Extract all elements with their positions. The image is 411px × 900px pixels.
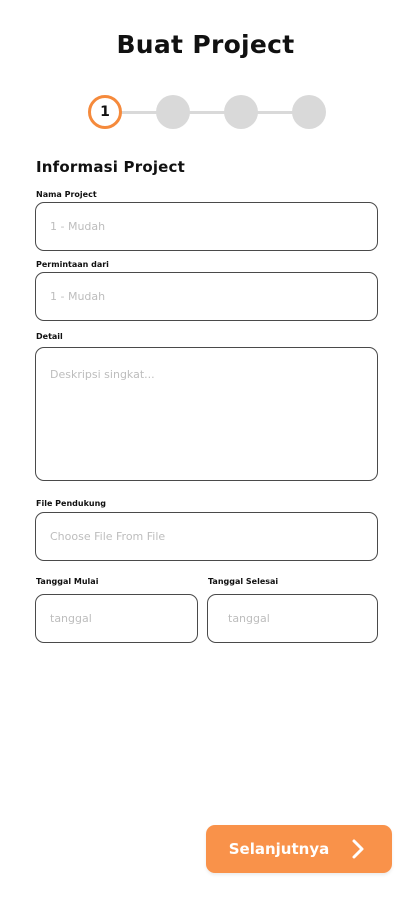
step-2-indicator	[156, 95, 190, 129]
tanggal-mulai-placeholder: tanggal	[50, 612, 92, 625]
chevron-right-icon	[347, 838, 369, 860]
tanggal-mulai-input[interactable]	[35, 594, 198, 643]
step-3-indicator	[224, 95, 258, 129]
nama-project-placeholder: 1 - Mudah	[50, 220, 106, 233]
next-button-label: Selanjutnya	[228, 840, 330, 858]
stepper-connector	[105, 111, 311, 114]
nama-project-label: Nama Project	[36, 190, 97, 199]
section-title: Informasi Project	[36, 158, 186, 176]
tanggal-selesai-input[interactable]	[207, 594, 378, 643]
step-1-indicator	[88, 95, 122, 129]
file-pendukung-placeholder: Choose File From File	[50, 530, 166, 543]
detail-placeholder: Deskripsi singkat...	[50, 368, 155, 381]
progress-stepper	[88, 95, 328, 129]
permintaan-label: Permintaan dari	[36, 260, 109, 269]
file-pendukung-input[interactable]	[35, 512, 378, 561]
permintaan-placeholder: 1 - Mudah	[50, 290, 106, 303]
page-title: Buat Project	[116, 30, 295, 59]
step-4-indicator	[292, 95, 326, 129]
tanggal-mulai-label: Tanggal Mulai	[36, 577, 99, 586]
tanggal-selesai-label: Tanggal Selesai	[208, 577, 279, 586]
detail-textarea[interactable]	[35, 347, 378, 481]
file-pendukung-label: File Pendukung	[36, 499, 107, 508]
tanggal-selesai-placeholder: tanggal	[228, 612, 270, 625]
step-1-number: 1	[100, 104, 110, 120]
permintaan-input[interactable]	[35, 272, 378, 321]
next-button[interactable]	[206, 825, 392, 873]
nama-project-input[interactable]	[35, 202, 378, 251]
detail-label: Detail	[36, 332, 63, 341]
